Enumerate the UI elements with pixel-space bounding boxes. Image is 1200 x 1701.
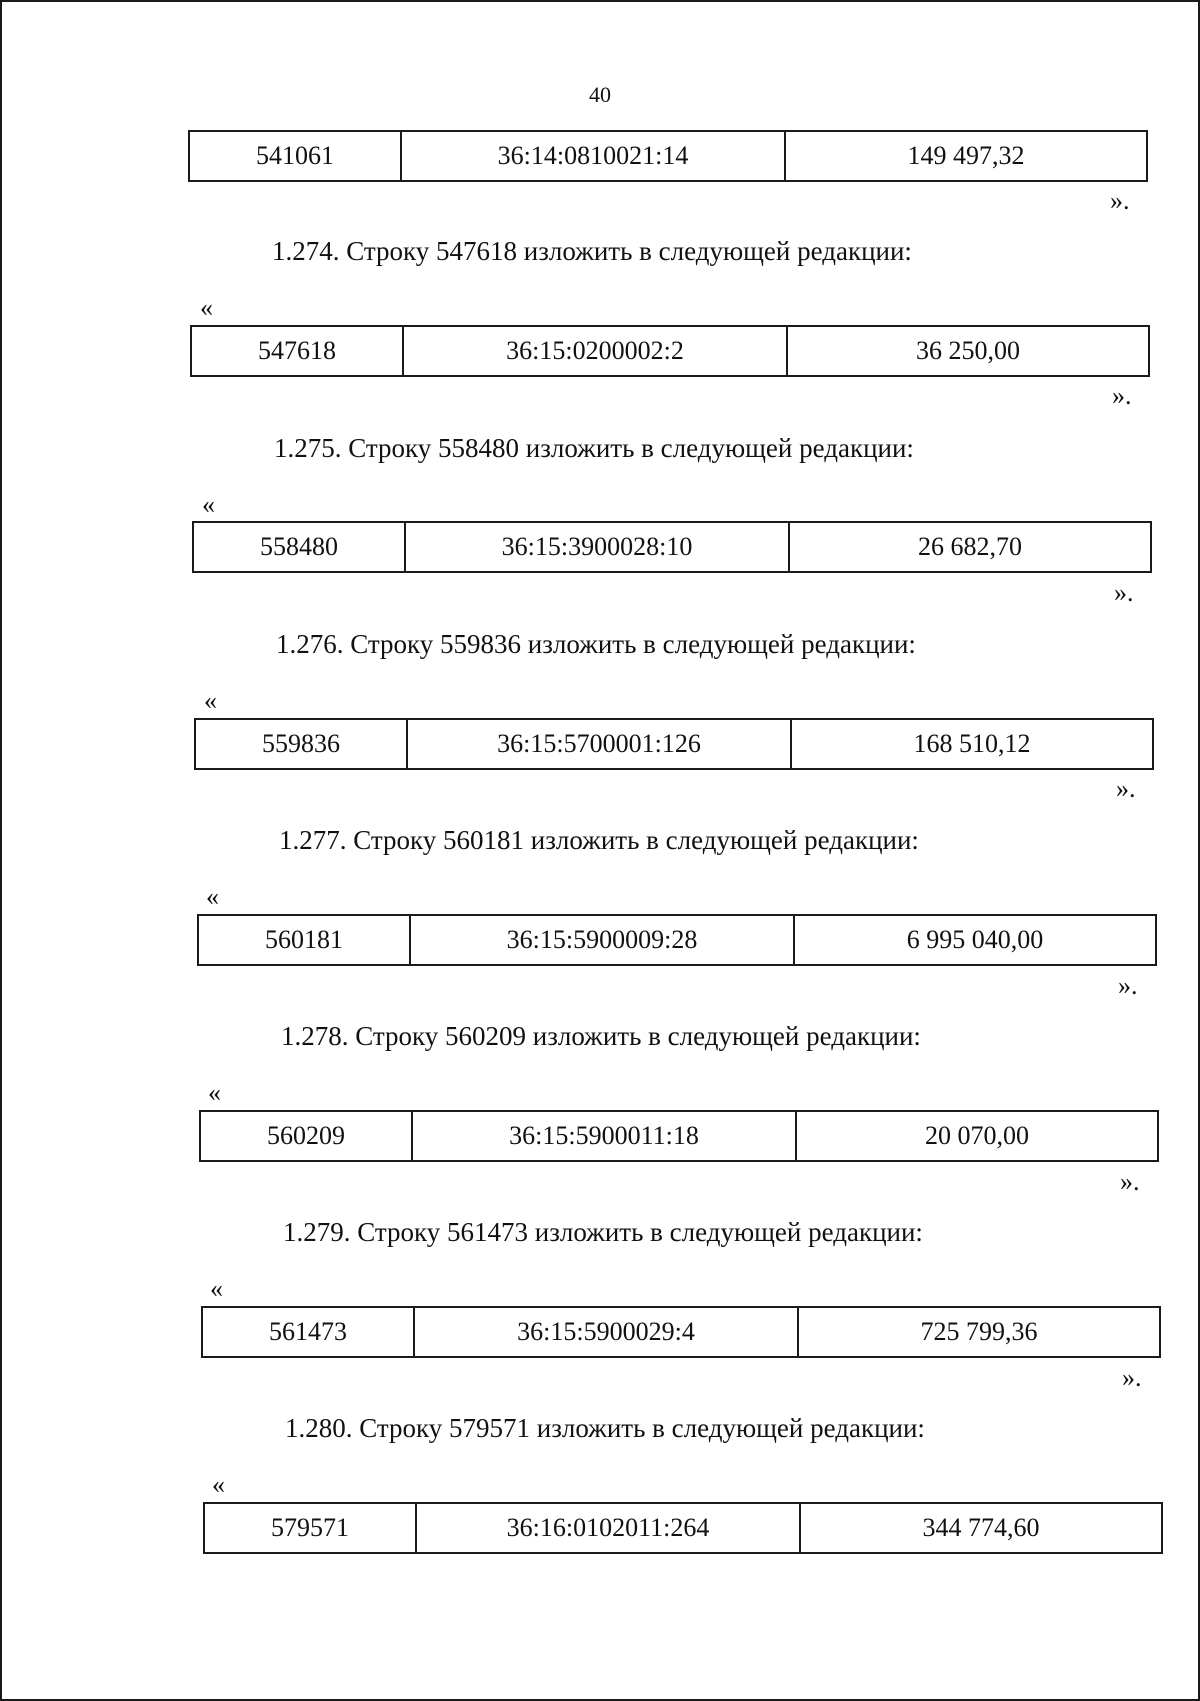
row-code: 561473: [202, 1307, 414, 1357]
close-quote: ».: [1114, 578, 1134, 607]
table-row: [199, 1110, 1159, 1162]
row-amount: 168 510,12: [913, 729, 1031, 758]
section-instruction: 1.274. Строку 547618 изложить в следующей редакции:: [272, 236, 912, 266]
section-instruction: 1.279. Строку 561473 изложить в следующей редакции:: [283, 1217, 923, 1247]
row-amount: 6 995 040,00: [906, 925, 1044, 954]
close-quote: ».: [1116, 774, 1136, 803]
table-row: [194, 718, 1154, 770]
open-quote: «: [206, 882, 219, 911]
page-number: 40: [589, 82, 611, 107]
table-row-first: [188, 130, 1148, 182]
section-instruction: 1.275. Строку 558480 изложить в следующей редакции:: [274, 433, 914, 463]
open-quote: «: [204, 686, 217, 715]
row-code: 559836: [195, 719, 407, 769]
row-cadastral-number: 36:16:0102011:264: [416, 1503, 800, 1553]
table-row: [190, 325, 1150, 377]
row-amount: 725 799,36: [920, 1317, 1038, 1346]
open-quote: «: [202, 490, 215, 519]
row-cadastral-number: 36:15:5700001:126: [407, 719, 791, 769]
open-quote: «: [210, 1274, 223, 1303]
row-cadastral-number: 36:15:5900029:4: [414, 1307, 798, 1357]
section-instruction: 1.280. Строку 579571 изложить в следующей редакции:: [285, 1413, 925, 1443]
section-instruction: 1.277. Строку 560181 изложить в следующей редакции:: [279, 825, 919, 855]
open-quote: «: [208, 1078, 221, 1107]
row-amount: 26 682,70: [918, 532, 1022, 561]
row-code: 560181: [198, 915, 410, 965]
close-quote: ».: [1112, 381, 1132, 410]
table-row: [197, 914, 1157, 966]
row-code: 579571: [204, 1503, 416, 1553]
section-instruction: 1.278. Строку 560209 изложить в следующей редакции:: [281, 1021, 921, 1051]
open-quote: «: [200, 293, 213, 322]
row-cadastral-number: 36:14:0810021:14: [401, 131, 785, 181]
row-cadastral-number: 36:15:5900011:18: [412, 1111, 796, 1161]
close-quote: ».: [1120, 1167, 1140, 1196]
row-code: 547618: [191, 326, 403, 376]
close-quote: ».: [1118, 971, 1138, 1000]
table-row: [201, 1306, 1161, 1358]
row-code: 560209: [200, 1111, 412, 1161]
row-cadastral-number: 36:15:3900028:10: [405, 522, 789, 572]
section-instruction: 1.276. Строку 559836 изложить в следующей редакции:: [276, 629, 916, 659]
open-quote: «: [212, 1470, 225, 1499]
row-code: 541061: [189, 131, 401, 181]
row-amount: 149 497,32: [907, 141, 1025, 170]
row-amount: 36 250,00: [916, 336, 1020, 365]
table-row: [192, 521, 1152, 573]
row-cadastral-number: 36:15:0200002:2: [403, 326, 787, 376]
row-amount: 20 070,00: [925, 1121, 1029, 1150]
table-row: [203, 1502, 1163, 1554]
row-amount: 344 774,60: [922, 1513, 1040, 1542]
row-cadastral-number: 36:15:5900009:28: [410, 915, 794, 965]
close-quote: ».: [1122, 1363, 1142, 1392]
row-code: 558480: [193, 522, 405, 572]
close-quote: ».: [1110, 186, 1130, 215]
